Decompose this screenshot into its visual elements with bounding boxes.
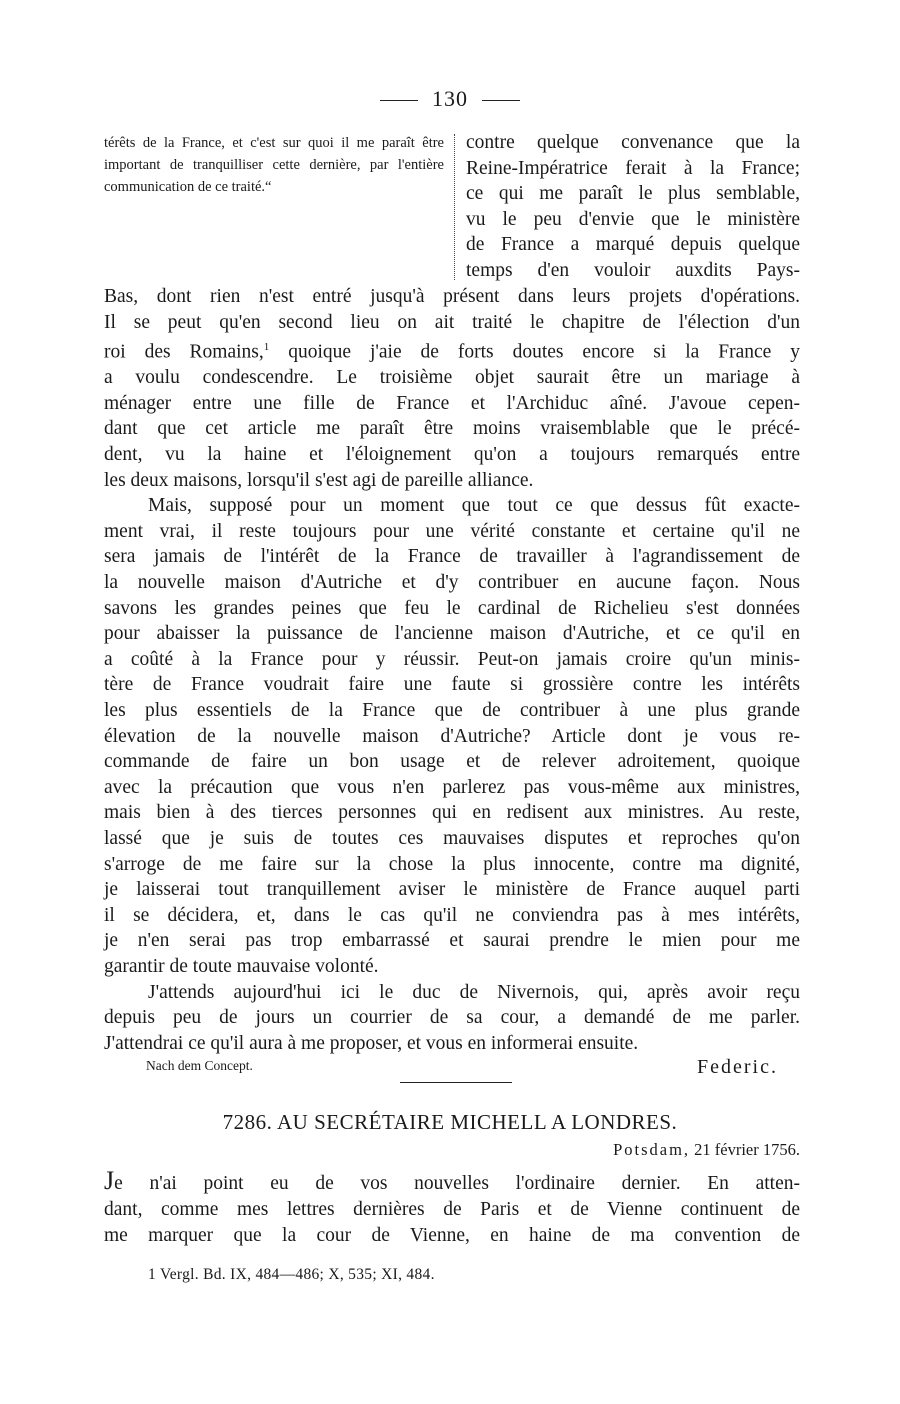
text-line: dant, comme mes lettres dernières de Paris et de Vienne continuent de [104,1199,800,1220]
right-column-line: Reine-Impératrice ferait à la France; [466,157,800,179]
footnote [148,1266,435,1284]
source-note: Nach dem Concept. [146,1058,253,1073]
signature: Federic. [697,1056,778,1078]
text-line: je n'en serai pas trop embarrassé et saurai prendre le mien pour me [104,930,800,952]
text-line: roi des Romains,$^1$ quoique j'aie de forts doutes encore si la France y [104,341,800,363]
text-line: dent, vu la haine et l'éloignement qu'on a toujours remarqués entre [104,444,800,466]
text-line: savons les grandes peines que feu le cardinal de Richelieu s'est données [104,597,800,619]
section-separator [400,1082,512,1083]
page-header [0,86,900,112]
text-line: ménager entre une fille de France et l'Archiduc aîné. J'avoue cepen- [104,392,800,414]
right-column-line: de France a marqué depuis quelque [466,234,800,255]
text-line: il se décidera, et, dans le cas qu'il ne conviendra pas à mes intérêts, [104,904,800,926]
quoted-note: térêts de la France, et c'est sur quoi il me paraît être important de tranquilliser cette dernière, par l'entière communication de ce traité.“ [104,135,444,195]
text-line: avec la précaution que vous n'en parlerez pas vous-même aux ministres, [104,776,800,798]
header-rule-right [482,100,520,101]
dateline [613,1140,800,1160]
letter-body [104,1168,800,1249]
column-divider [454,134,455,280]
text-line: commande de faire un bon usage et de relever adroitement, quoique [104,751,800,773]
text-line: élevation de la nouvelle maison d'Autriche? Article dont je vous re- [104,725,800,747]
text-line: tère de France voudrait faire une faute si grossière contre les intérêts [104,674,800,696]
text-line: Il se peut qu'en second lieu on ait traité le chapitre de l'élection d'un [104,311,800,333]
right-column-line: temps d'en vouloir auxdits Pays- [466,259,800,281]
text-line: Je n'ai point eu de vos nouvelles l'ordinaire dernier. En atten- [104,1166,800,1195]
text-line: pour abaisser la puissance de l'ancienne maison d'Autriche, et ce qu'il en [104,623,800,645]
text-line: me marquer que la cour de Vienne, en haine de ma convention de [104,1225,800,1246]
dateline-place: Potsdam, [613,1140,691,1159]
text-line: je laisserai tout tranquillement aviser le ministère de France auquel parti [104,879,800,901]
page-number: 130 [432,86,468,111]
text-line: Bas, dont rien n'est entré jusqu'à présent dans leurs projets d'opérations. [104,286,800,307]
text-line: ment vrai, il reste toujours pour une vérité constante et certaine qu'il ne [104,520,800,542]
text-line: lassé que je suis de toutes ces mauvaises disputes et reproches qu'on [104,827,800,849]
text-line: J'attendrai ce qu'il aura à me proposer, et vous en informerai ensuite. [104,1032,639,1054]
right-column-line: vu le peu d'envie que le ministère [466,208,800,230]
text-line: les plus essentiels de la France que de contribuer à une plus grande [104,700,800,721]
text-line: depuis peu de jours un courrier de sa cour, a demandé de me parler. [104,1007,800,1029]
text-line: garantir de toute mauvaise volonté. [104,955,379,977]
text-line: s'arroge de me faire sur la chose la plus innocente, contre ma dignité, [104,853,800,875]
text-line: Mais, supposé pour un moment que tout ce que dessus fût exacte- [148,495,800,517]
paragraph-2 [104,493,800,979]
header-rule-left [380,100,418,101]
paragraph-1 [104,284,800,493]
main-body [104,284,800,1056]
footnote-marker: 1 [263,341,270,354]
letter-title: 7286. AU SECRÉTAIRE MICHELL A LONDRES. [222,1110,678,1134]
footnote-number: 1 [148,1266,157,1283]
text-line: la nouvelle maison d'Autriche et d'y contribuer en aucune façon. Nous [104,572,800,594]
text-line: mais bien à des tierces personnes qui en redisent aux ministres. Au reste, [104,802,800,824]
text-line: J'attends aujourd'hui ici le duc de Nivernois, qui, après avoir reçu [148,981,800,1003]
text-line: sera jamais de l'intérêt de la France de travailler à l'agrandissement de [104,546,800,568]
text-line: dant que cet article me paraît être moins vraisemblable que le précé- [104,418,800,440]
text-line: a voulu condescendre. Le troisième objet saurait être un mariage à [104,367,800,389]
right-column-line: contre quelque convenance que la [466,132,800,153]
paragraph-3 [104,980,800,1057]
right-column-line: ce qui me paraît le plus semblable, [466,183,800,204]
text-line: a coûté à la France pour y réussir. Peut-on jamais croire qu'un minis- [104,648,800,670]
initial-letter: J [104,1166,115,1195]
footnote-text: Vergl. Bd. IX, 484—486; X, 535; XI, 484. [159,1266,435,1283]
right-column [466,130,800,283]
text-line: les deux maisons, lorsqu'il s'est agi de pareille alliance. [104,469,534,491]
dateline-date: 21 février 1756. [694,1140,800,1159]
